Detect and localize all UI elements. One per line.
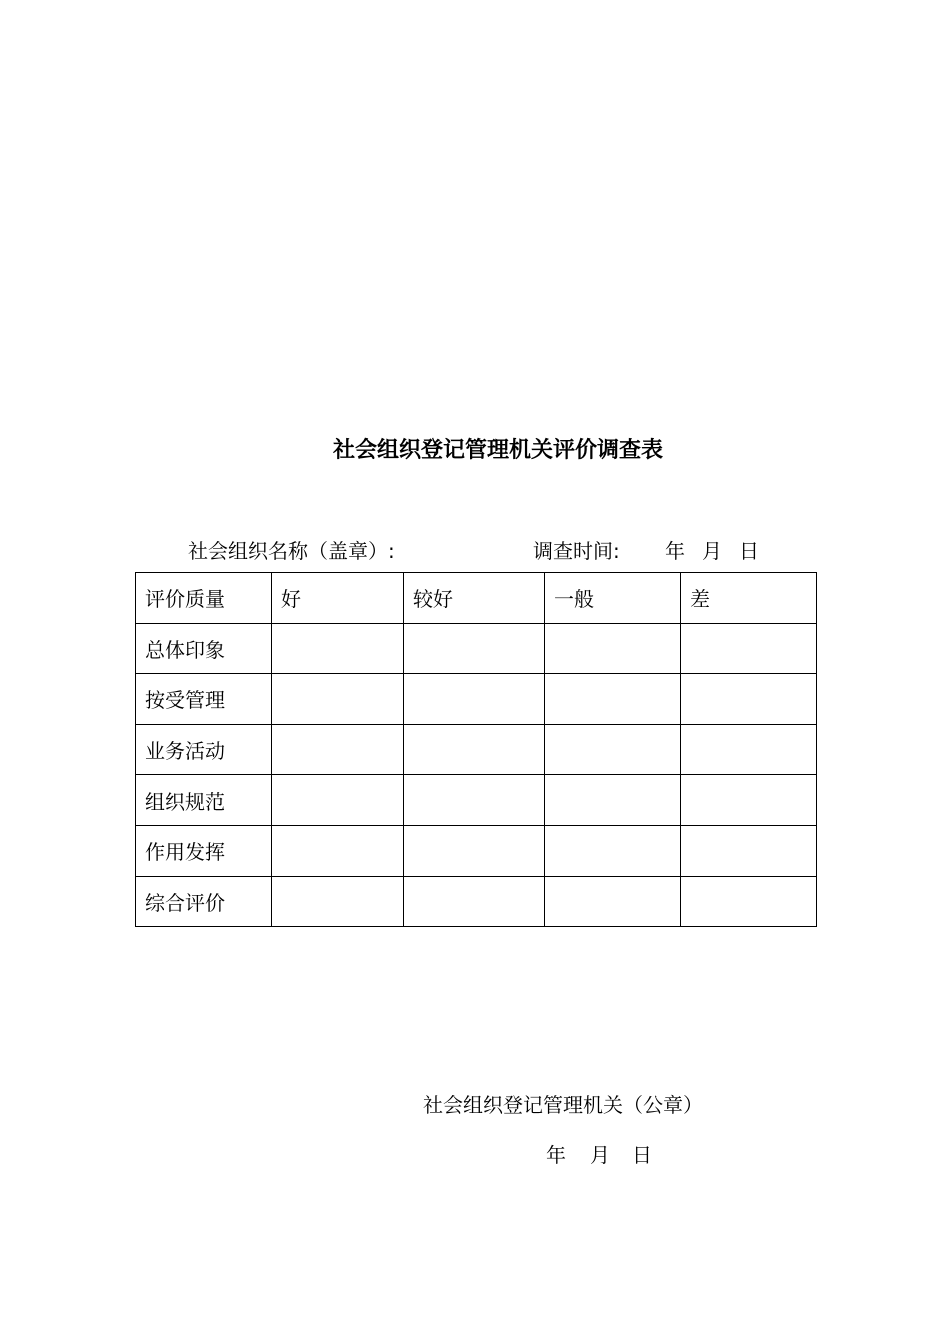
org-name-label: 社会组织名称（盖章）: [188, 539, 395, 563]
rating-cell[interactable] [404, 724, 545, 775]
table-row [136, 825, 817, 876]
footer-day-label: 日 [632, 1143, 652, 1167]
rating-cell[interactable] [272, 724, 404, 775]
row-label: 业务活动 [136, 724, 272, 775]
rating-cell[interactable] [404, 876, 545, 927]
table-row [136, 775, 817, 826]
table-row [136, 724, 817, 775]
survey-month-label: 月 [702, 539, 722, 563]
rating-cell[interactable] [545, 623, 681, 674]
survey-year-label: 年 [665, 539, 685, 563]
header-cell-fairly-good: 较好 [404, 573, 545, 624]
header-cell-poor: 差 [681, 573, 817, 624]
rating-cell[interactable] [272, 876, 404, 927]
document-title: 社会组织登记管理机关评价调查表 [332, 438, 663, 463]
rating-cell[interactable] [681, 674, 817, 725]
table-header-row [136, 573, 817, 624]
header-cell-good: 好 [272, 573, 404, 624]
row-label: 组织规范 [136, 775, 272, 826]
rating-cell[interactable] [681, 775, 817, 826]
rating-cell[interactable] [545, 674, 681, 725]
rating-cell[interactable] [681, 724, 817, 775]
rating-cell[interactable] [545, 876, 681, 927]
rating-cell[interactable] [681, 623, 817, 674]
rating-cell[interactable] [272, 775, 404, 826]
rating-cell[interactable] [545, 724, 681, 775]
table-row [136, 876, 817, 927]
rating-cell[interactable] [404, 674, 545, 725]
footer-org-seal: 社会组织登记管理机关（公章） [423, 1093, 703, 1117]
rating-cell[interactable] [545, 825, 681, 876]
header-cell-quality: 评价质量 [136, 573, 272, 624]
rating-cell[interactable] [681, 876, 817, 927]
row-label: 按受管理 [136, 674, 272, 725]
row-label: 综合评价 [136, 876, 272, 927]
rating-cell[interactable] [272, 674, 404, 725]
row-label: 总体印象 [136, 623, 272, 674]
header-cell-average: 一般 [545, 573, 681, 624]
row-label: 作用发挥 [136, 825, 272, 876]
footer-month-label: 月 [590, 1143, 610, 1167]
rating-cell[interactable] [404, 775, 545, 826]
rating-cell[interactable] [272, 623, 404, 674]
evaluation-table [135, 572, 817, 927]
rating-cell[interactable] [681, 825, 817, 876]
survey-day-label: 日 [739, 539, 759, 563]
rating-cell[interactable] [404, 825, 545, 876]
table-row [136, 623, 817, 674]
rating-cell[interactable] [545, 775, 681, 826]
footer-year-label: 年 [546, 1143, 566, 1167]
table-row [136, 674, 817, 725]
survey-time-label: 调查时间: [533, 539, 620, 563]
rating-cell[interactable] [272, 825, 404, 876]
rating-cell[interactable] [404, 623, 545, 674]
